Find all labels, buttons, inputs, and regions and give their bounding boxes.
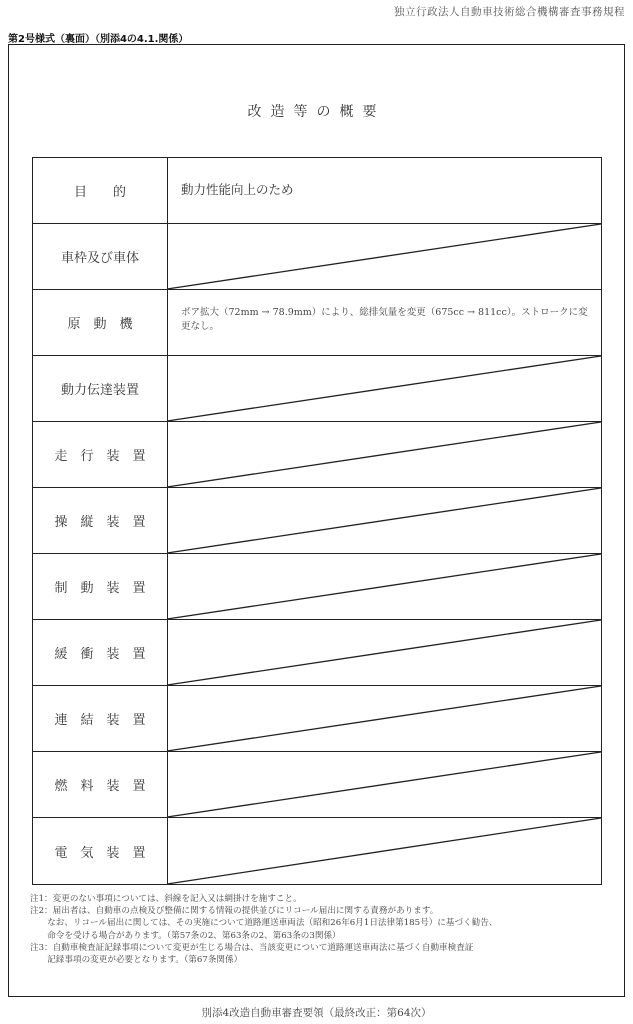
strike-diagonal: [167, 686, 601, 751]
table-row: [33, 422, 601, 488]
row-label: 目 的: [33, 158, 168, 223]
strike-diagonal: [167, 818, 601, 884]
form-number: 第2号様式（裏面）（別添4の4.1.関係）: [8, 34, 189, 45]
row-label: 連 結 装 置: [33, 686, 168, 751]
strike-diagonal: [167, 554, 601, 619]
row-content[interactable]: [167, 224, 601, 289]
note-line: なお、リコール届出に関しては、その実施について道路運送車両法（昭和26年6月1日法律第185号）に基づく勧告、: [30, 918, 498, 929]
row-label: 動力伝達装置: [33, 356, 168, 421]
table-row: [33, 356, 601, 422]
row-content[interactable]: [167, 158, 601, 223]
note-line: 命令を受ける場合があります。（第57条の2、第63条の2、第63条の3関係）: [30, 930, 341, 941]
row-content[interactable]: [167, 290, 601, 355]
table-row: [33, 818, 601, 884]
row-label: 電 気 装 置: [33, 818, 168, 884]
note-line: 注3：自動車検査証記録事項について変更が生じる場合は、当該変更について道路運送車両法に基づく自動車検査証: [30, 942, 474, 953]
table-row: [33, 620, 601, 686]
row-label: 操 縦 装 置: [33, 488, 168, 553]
strike-diagonal: [167, 422, 601, 487]
table-row: [33, 290, 601, 356]
footer-revision: 別添4改造自動車審査要領（最終改正：第64次）: [201, 1007, 432, 1019]
strike-diagonal: [167, 488, 601, 553]
table-row: [33, 554, 601, 620]
row-label: 緩 衝 装 置: [33, 620, 168, 685]
note-line: 記録事項の変更が必要となります。（第67条関係）: [30, 955, 243, 966]
row-label: 走 行 装 置: [33, 422, 168, 487]
note-line: 注1：変更のない事項については、斜線を記入又は網掛けを施すこと。: [30, 894, 302, 904]
note-line: 注2：届出者は、自動車の点検及び整備に関する情報の提供並びにリコール届出に関する責務があります。: [30, 906, 439, 917]
row-content[interactable]: [167, 356, 601, 421]
row-content[interactable]: [167, 422, 601, 487]
row-label: 車枠及び車体: [33, 224, 168, 289]
table-row: [33, 752, 601, 818]
form-title: 改造等の概要: [247, 104, 386, 120]
row-content-text: 動力性能向上のため: [181, 182, 294, 197]
row-content[interactable]: [167, 488, 601, 553]
strike-diagonal: [167, 752, 601, 817]
row-content[interactable]: [167, 818, 601, 884]
row-content[interactable]: [167, 620, 601, 685]
notes-section: [30, 893, 600, 966]
row-content[interactable]: [167, 752, 601, 817]
strike-diagonal: [167, 356, 601, 421]
strike-diagonal: [167, 620, 601, 685]
strike-diagonal: [167, 224, 601, 289]
row-content[interactable]: [167, 554, 601, 619]
table-row: [33, 224, 601, 290]
table-row: [33, 488, 601, 554]
table-row: [33, 686, 601, 752]
row-label: 燃 料 装 置: [33, 752, 168, 817]
row-content-text: ボア拡大（72mm → 78.9mm）により、総排気量を変更（675cc → 811cc）。ストロークに変更なし。: [181, 307, 588, 332]
row-label: 原 動 機: [33, 290, 168, 355]
table-row: [33, 158, 601, 224]
modification-table: [32, 157, 602, 885]
row-label: 制 動 装 置: [33, 554, 168, 619]
document-source-label: 独立行政法人自動車技術総合機構審査事務規程: [394, 6, 625, 18]
row-content[interactable]: [167, 686, 601, 751]
